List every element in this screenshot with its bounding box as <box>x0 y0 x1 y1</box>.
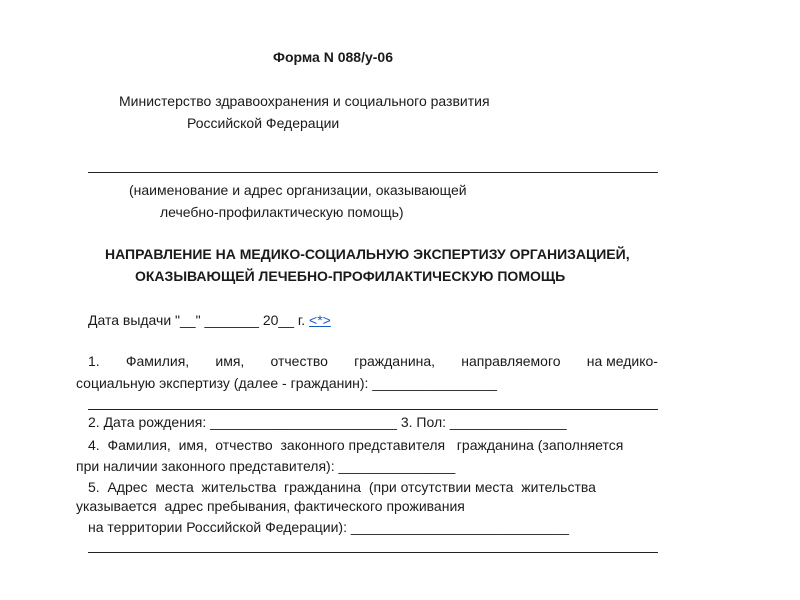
item5-line2: указывается адрес пребывания, фактического проживания <box>76 498 465 514</box>
document-title-line1: НАПРАВЛЕНИЕ НА МЕДИКО-СОЦИАЛЬНУЮ ЭКСПЕРТИЗУ ОРГАНИЗАЦИЕЙ, <box>105 246 630 262</box>
document-title-line2: ОКАЗЫВАЮЩЕЙ ЛЕЧЕБНО-ПРОФИЛАКТИЧЕСКУЮ ПОМОЩЬ <box>135 268 566 284</box>
ministry-country: Российской Федерации <box>187 115 340 131</box>
item1-word: Фамилия, <box>125 353 190 369</box>
organization-caption-line2: лечебно-профилактическую помощь) <box>160 204 404 220</box>
item1-word: 1. <box>88 353 100 369</box>
item1-word: отчество <box>270 353 328 369</box>
organization-caption-line1: (наименование и адрес организации, оказывающей <box>129 182 467 198</box>
birthdate-gender-line: 2. Дата рождения: ________________________ 3. Пол: _______________ <box>88 414 567 430</box>
item1-word: гражданина, <box>354 353 436 369</box>
item1-line1 <box>88 352 658 370</box>
item5-fill-line <box>88 552 658 553</box>
item1-word: имя, <box>215 353 245 369</box>
item1-line2: социальную экспертизу (далее - гражданин): ________________ <box>76 375 497 391</box>
form-number: Форма N 088/у-06 <box>273 49 393 65</box>
item5-line1: 5. Адрес места жительства гражданина (при отсутствии места жительства <box>88 479 596 495</box>
organization-name-line <box>88 172 658 173</box>
issue-date <box>88 311 331 329</box>
item5-line3: на территории Российской Федерации): ____________________________ <box>88 519 569 535</box>
item1-word: на медико- <box>586 353 658 369</box>
ministry-name: Министерство здравоохранения и социального развития <box>119 93 490 109</box>
item4-line2: при наличии законного представителя): _______________ <box>76 458 456 474</box>
item1-fill-line <box>88 409 658 410</box>
item4-line1: 4. Фамилия, имя, отчество законного представителя гражданина (заполняется <box>88 437 624 453</box>
item1-word: направляемого <box>461 353 561 369</box>
issue-date-text: Дата выдачи "__" _______ 20__ г. <box>88 312 310 328</box>
footnote-link[interactable]: <*> <box>309 312 331 328</box>
